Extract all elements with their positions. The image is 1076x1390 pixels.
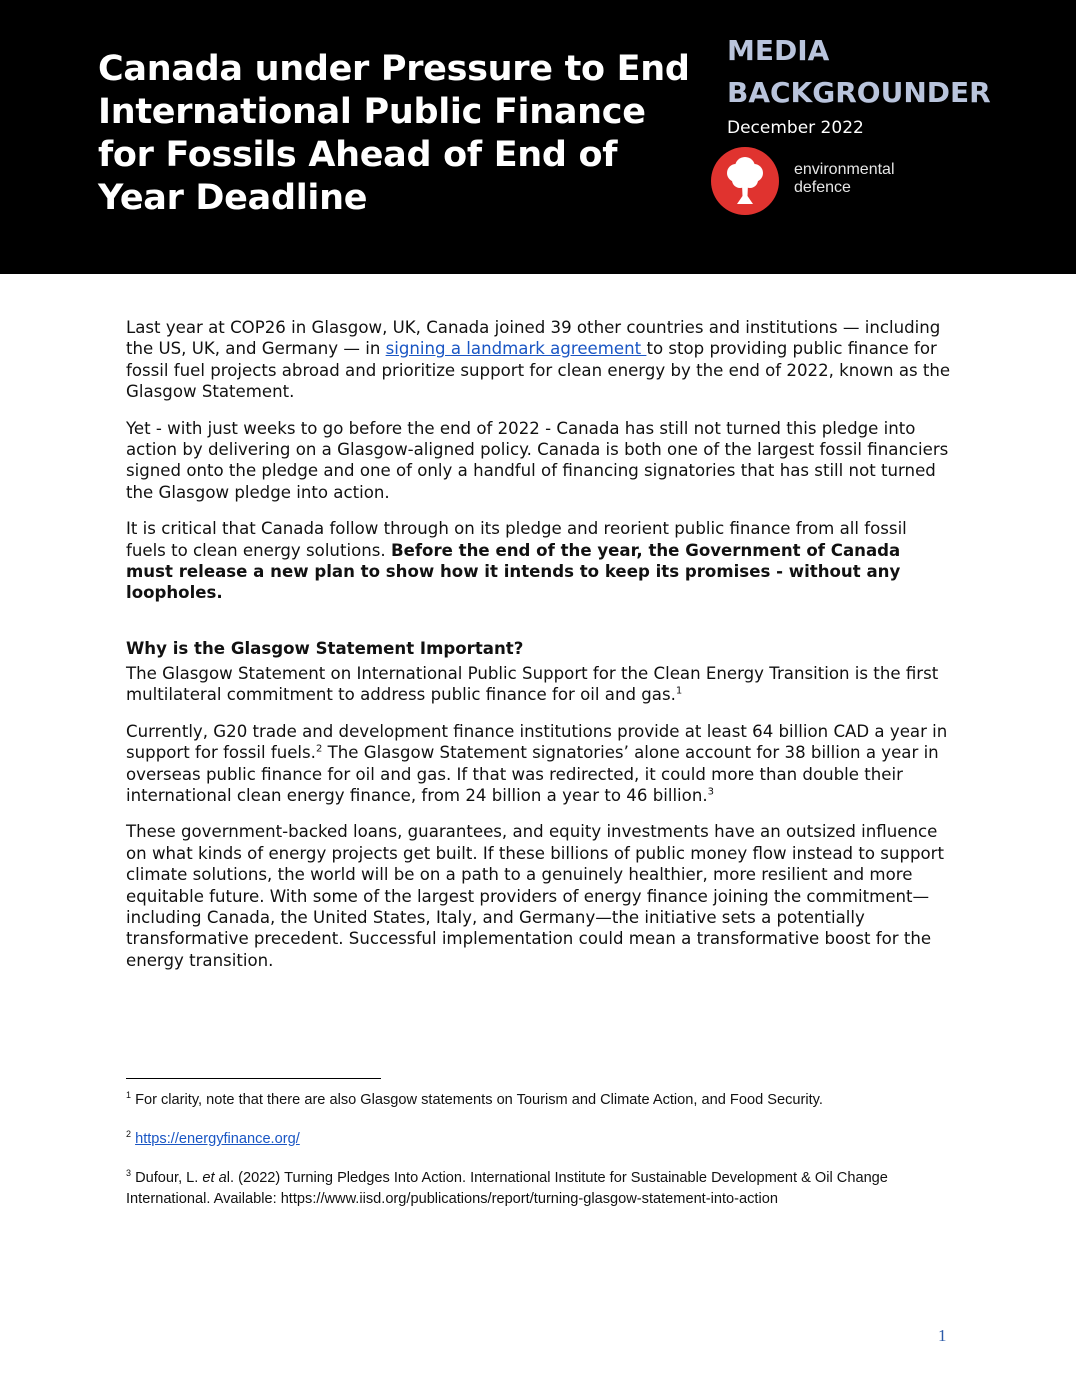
logo-wordmark — [794, 161, 895, 197]
section-heading: Why is the Glasgow Statement Important? — [126, 638, 524, 658]
paragraph-6: These government-backed loans, guarantees, and equity investments have an outsized influence on what kinds of energy projects get built. If these billions of public money flow instead to support climate solutions, the world will be on a path to a genuinely healthier, more resilient and more equitable future. With some of the largest providers of energy finance joining the commitment—including Canada, the United States, Italy, and Germany—the initiative sets a potentially transformative precedent. Successful implementation could mean a transformative boost for the energy transition. — [126, 822, 944, 970]
paragraph-4 — [126, 663, 951, 706]
footnote-2-number: 2 — [126, 1129, 132, 1140]
document-date: December 2022 — [727, 118, 864, 138]
agreement-link[interactable]: signing a landmark agreement — [385, 339, 647, 359]
media-backgrounder-label — [727, 30, 1067, 114]
paragraph-1 — [126, 317, 951, 403]
footnote-3-text-a: Dufour, L. — [131, 1170, 203, 1186]
tree-icon — [710, 146, 780, 216]
label-line-2: BACKGROUNDER — [727, 76, 991, 109]
paragraph-5 — [126, 721, 951, 807]
energyfinance-link[interactable]: https://energyfinance.org/ — [135, 1131, 300, 1147]
footnote-3-number: 3 — [126, 1168, 132, 1179]
footnote-3-text-b: l. (2022) Turning Pledges Into Action. International Institute for Sustainable Development & Oil Change International. Available: https://www.iisd.org/publications/report/turning-glasgow-statement-into-action — [126, 1170, 888, 1207]
label-line-1: MEDIA — [727, 34, 830, 67]
p1-text-b: to stop providing public finance for fossil fuel projects abroad and prioritize support for clean energy by the end of 2022, known as the Glasgow Statement. — [126, 339, 951, 402]
footnote-ref-2: 2 — [315, 743, 323, 755]
logo-line-2: defence — [794, 179, 851, 196]
p5-text-a: Currently, G20 trade and development finance institutions provide at least 64 billion CAD a year in support for fossil fuels. — [126, 721, 948, 763]
paragraph-2: Yet - with just weeks to go before the end of 2022 - Canada has still not turned this pledge into action by delivering on a Glasgow-aligned policy. Canada is both one of the largest fossil financiers signed onto the pledge and one of only a handful of financing signatories that has still not turned the Glasgow pledge into action. — [126, 418, 949, 502]
logo-line-1: environmental — [794, 161, 895, 178]
footnote-divider — [126, 1078, 381, 1079]
main-content — [126, 317, 951, 986]
paragraph-3 — [126, 518, 951, 604]
p3-text: It is critical that Canada follow through on its pledge and reorient public finance from all fossil fuels to clean energy solutions. — [126, 519, 907, 560]
page-number: 1 — [938, 1326, 947, 1345]
document-title: Canada under Pressure to End International Public Finance for Fossils Ahead of End of Year Deadline — [98, 49, 690, 218]
footnote-ref-1: 1 — [675, 685, 683, 697]
footnotes — [126, 1090, 966, 1228]
p4-text: The Glasgow Statement on International Public Support for the Clean Energy Transition is the first multilateral commitment to address public finance for oil and gas. — [126, 663, 939, 705]
footnote-1-number: 1 — [126, 1090, 132, 1101]
footnote-3-italic: et a — [202, 1170, 227, 1186]
footnote-ref-3: 3 — [707, 786, 714, 798]
p1-text-a: Last year at COP26 in Glasgow, UK, Canada joined 39 other countries and institutions — including the US, UK, and Germany — in — [126, 318, 941, 359]
footnote-1-text: For clarity, note that there are also Glasgow statements on Tourism and Climate Action, and Food Security. — [131, 1092, 823, 1108]
header-banner — [0, 0, 1076, 274]
footnote-2 — [126, 1129, 966, 1150]
footnote-1 — [126, 1090, 966, 1111]
p5-text-b: The Glasgow Statement signatories’ alone account for 38 billion a year in overseas public finance for oil and gas. If that was redirected, it could more than double their international clean energy finance, from 24 billion a year to 46 billion. — [126, 743, 939, 805]
footnote-3 — [126, 1168, 966, 1210]
p3-bold-text: Before the end of the year, the Government of Canada must release a new plan to show how it intends to keep its promises - without any loopholes. — [126, 540, 901, 603]
